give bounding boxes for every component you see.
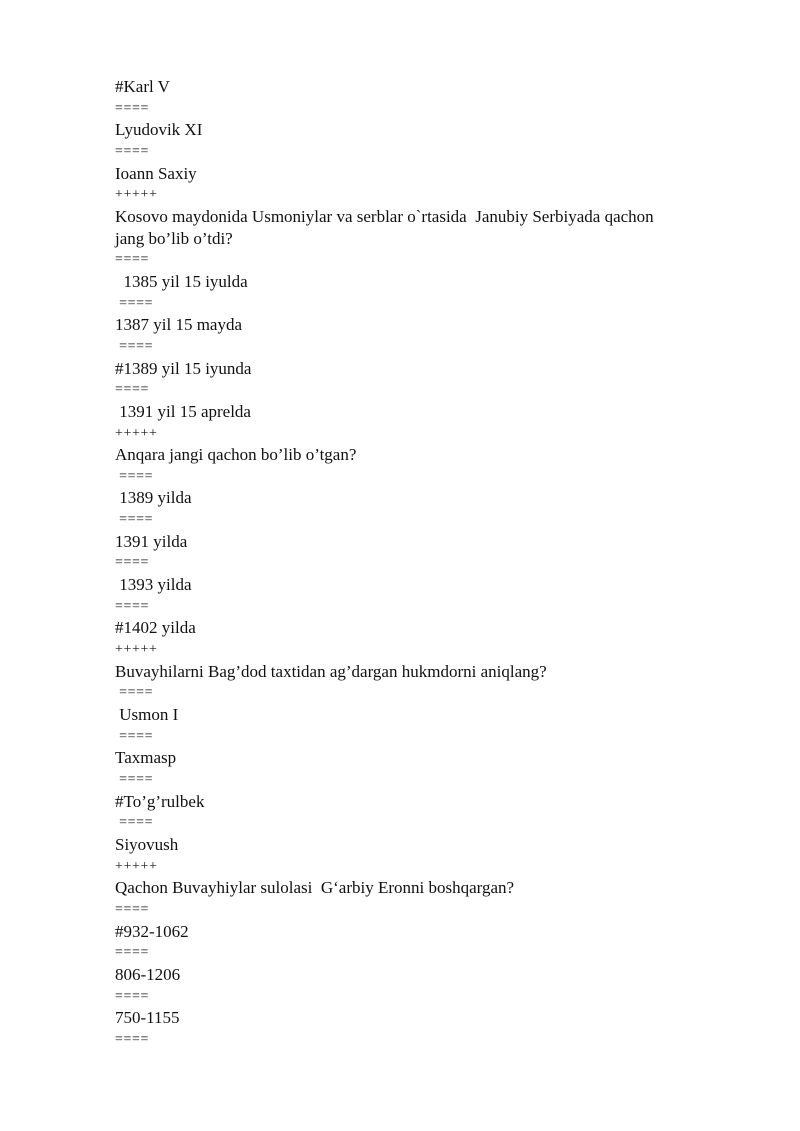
question-text: Anqara jangi qachon bo’lib o’tgan? [115, 445, 357, 465]
separator: ==== [115, 100, 149, 116]
separator: ==== [115, 901, 149, 917]
answer-option: Lyudovik XI [115, 120, 203, 140]
separator: ==== [115, 295, 154, 311]
answer-option: #932-1062 [115, 921, 189, 941]
answer-option: Siyovush [115, 834, 179, 854]
answer-option: 1391 yil 15 aprelda [115, 401, 251, 421]
separator: ==== [115, 252, 149, 268]
question-delimiter: +++++ [115, 858, 158, 874]
answer-option: 1391 yilda [115, 531, 188, 551]
question-text: Qachon Buvayhiylar sulolasi G‘arbiy Eronni boshqargan? [115, 878, 515, 898]
answer-option: Taxmasp [115, 748, 177, 768]
separator: ==== [115, 815, 154, 831]
answer-option: 806-1206 [115, 964, 181, 984]
answer-option: 1393 yilda [115, 575, 192, 595]
separator: ==== [115, 988, 149, 1004]
answer-option: 750-1155 [115, 1008, 180, 1028]
document-text [115, 76, 725, 1051]
answer-option: Usmon I [115, 705, 179, 725]
separator: ==== [115, 382, 149, 398]
question-delimiter: +++++ [115, 425, 158, 441]
separator: ==== [115, 598, 149, 614]
separator: ==== [115, 468, 154, 484]
answer-option: #1389 yil 15 iyunda [115, 358, 252, 378]
answer-option: #To’g’rulbek [115, 791, 205, 811]
separator: ==== [115, 728, 154, 744]
separator: ==== [115, 685, 154, 701]
answer-option: #Karl V [115, 77, 170, 96]
separator: ==== [115, 512, 154, 528]
question-delimiter: +++++ [115, 642, 158, 658]
question-text: Buvayhilarni Bag’dod taxtidan ag’dargan hukmdorni aniqlang? [115, 661, 547, 681]
separator: ==== [115, 1031, 149, 1047]
question-text: Kosovo maydonida Usmoniylar va serblar o`rtasida Janubiy Serbiyada qachon [115, 206, 654, 226]
answer-option: #1402 yilda [115, 618, 196, 638]
question-text: jang bo’lib o’tdi? [115, 228, 233, 248]
answer-option: 1389 yilda [115, 488, 192, 508]
separator: ==== [115, 555, 149, 571]
separator: ==== [115, 143, 149, 159]
separator: ==== [115, 338, 154, 354]
question-delimiter: +++++ [115, 187, 158, 203]
separator: ==== [115, 772, 154, 787]
answer-option: 1387 yil 15 mayda [115, 315, 243, 335]
separator: ==== [115, 945, 149, 961]
answer-option: 1385 yil 15 iyulda [115, 271, 248, 291]
answer-option: Ioann Saxiy [115, 163, 197, 183]
